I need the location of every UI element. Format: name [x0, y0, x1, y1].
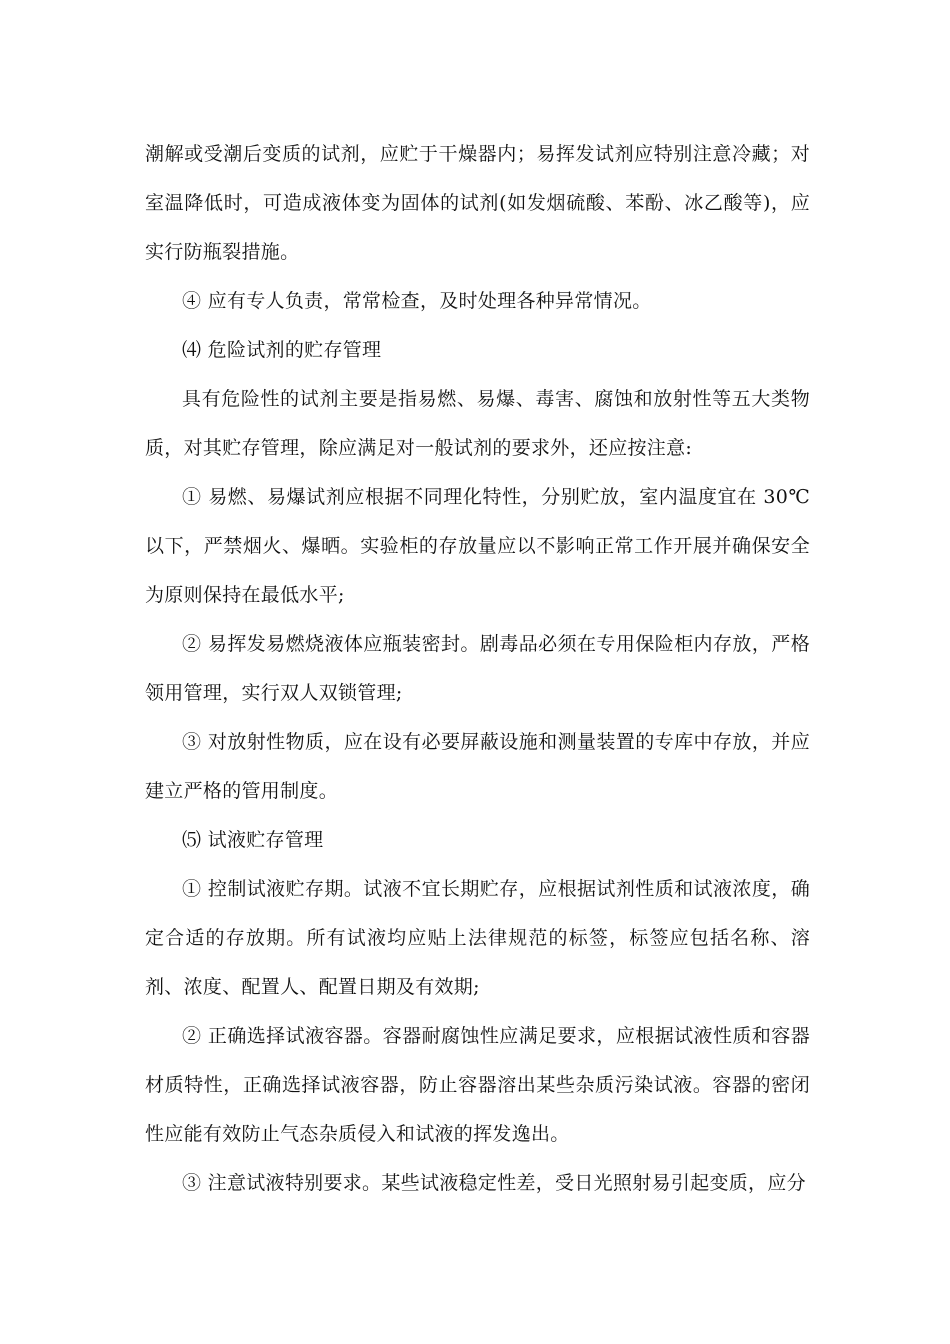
section-heading-4: ⑷ 危险试剂的贮存管理	[182, 339, 382, 361]
section-heading-5: ⑸ 试液贮存管理	[182, 829, 324, 851]
paragraph-9: ① 控制试液贮存期。试液不宜长期贮存，应根据试剂性质和试液浓度，确定合适的存放期。所有试液均应贴上法律规范的标签，标签应包括名称、溶剂、浓度、配置人、配置日期及有效期;	[145, 878, 810, 998]
paragraph-7: ③ 对放射性物质，应在设有必要屏蔽设施和测量装置的专库中存放，并应建立严格的管用制度。	[145, 731, 810, 802]
paragraph-2: ④ 应有专人负责，常常检查，及时处理各种异常情况。	[182, 290, 652, 312]
document-body	[145, 130, 810, 1208]
paragraph-6: ② 易挥发易燃烧液体应瓶装密封。剧毒品必须在专用保险柜内存放，严格领用管理，实行双人双锁管理;	[145, 633, 810, 704]
paragraph-4: 具有危险性的试剂主要是指易燃、易爆、毒害、腐蚀和放射性等五大类物质，对其贮存管理，除应满足对一般试剂的要求外，还应按注意:	[145, 388, 810, 459]
paragraph-1: 潮解或受潮后变质的试剂，应贮于干燥器内；易挥发试剂应特别注意冷藏；对室温降低时，可造成液体变为固体的试剂(如发烟硫酸、苯酚、冰乙酸等)，应实行防瓶裂措施。	[145, 143, 810, 263]
paragraph-5: ① 易燃、易爆试剂应根据不同理化特性，分别贮放，室内温度宜在 30℃以下，严禁烟火、爆晒。实验柜的存放量应以不影响正常工作开展并确保安全为原则保持在最低水平;	[145, 486, 810, 606]
paragraph-10: ② 正确选择试液容器。容器耐腐蚀性应满足要求，应根据试液性质和容器材质特性，正确选择试液容器，防止容器溶出某些杂质污染试液。容器的密闭性应能有效防止气态杂质侵入和试液的挥发逸出。	[145, 1025, 810, 1145]
paragraph-11: ③ 注意试液特别要求。某些试液稳定性差，受日光照射易引起变质，应分	[182, 1172, 806, 1194]
